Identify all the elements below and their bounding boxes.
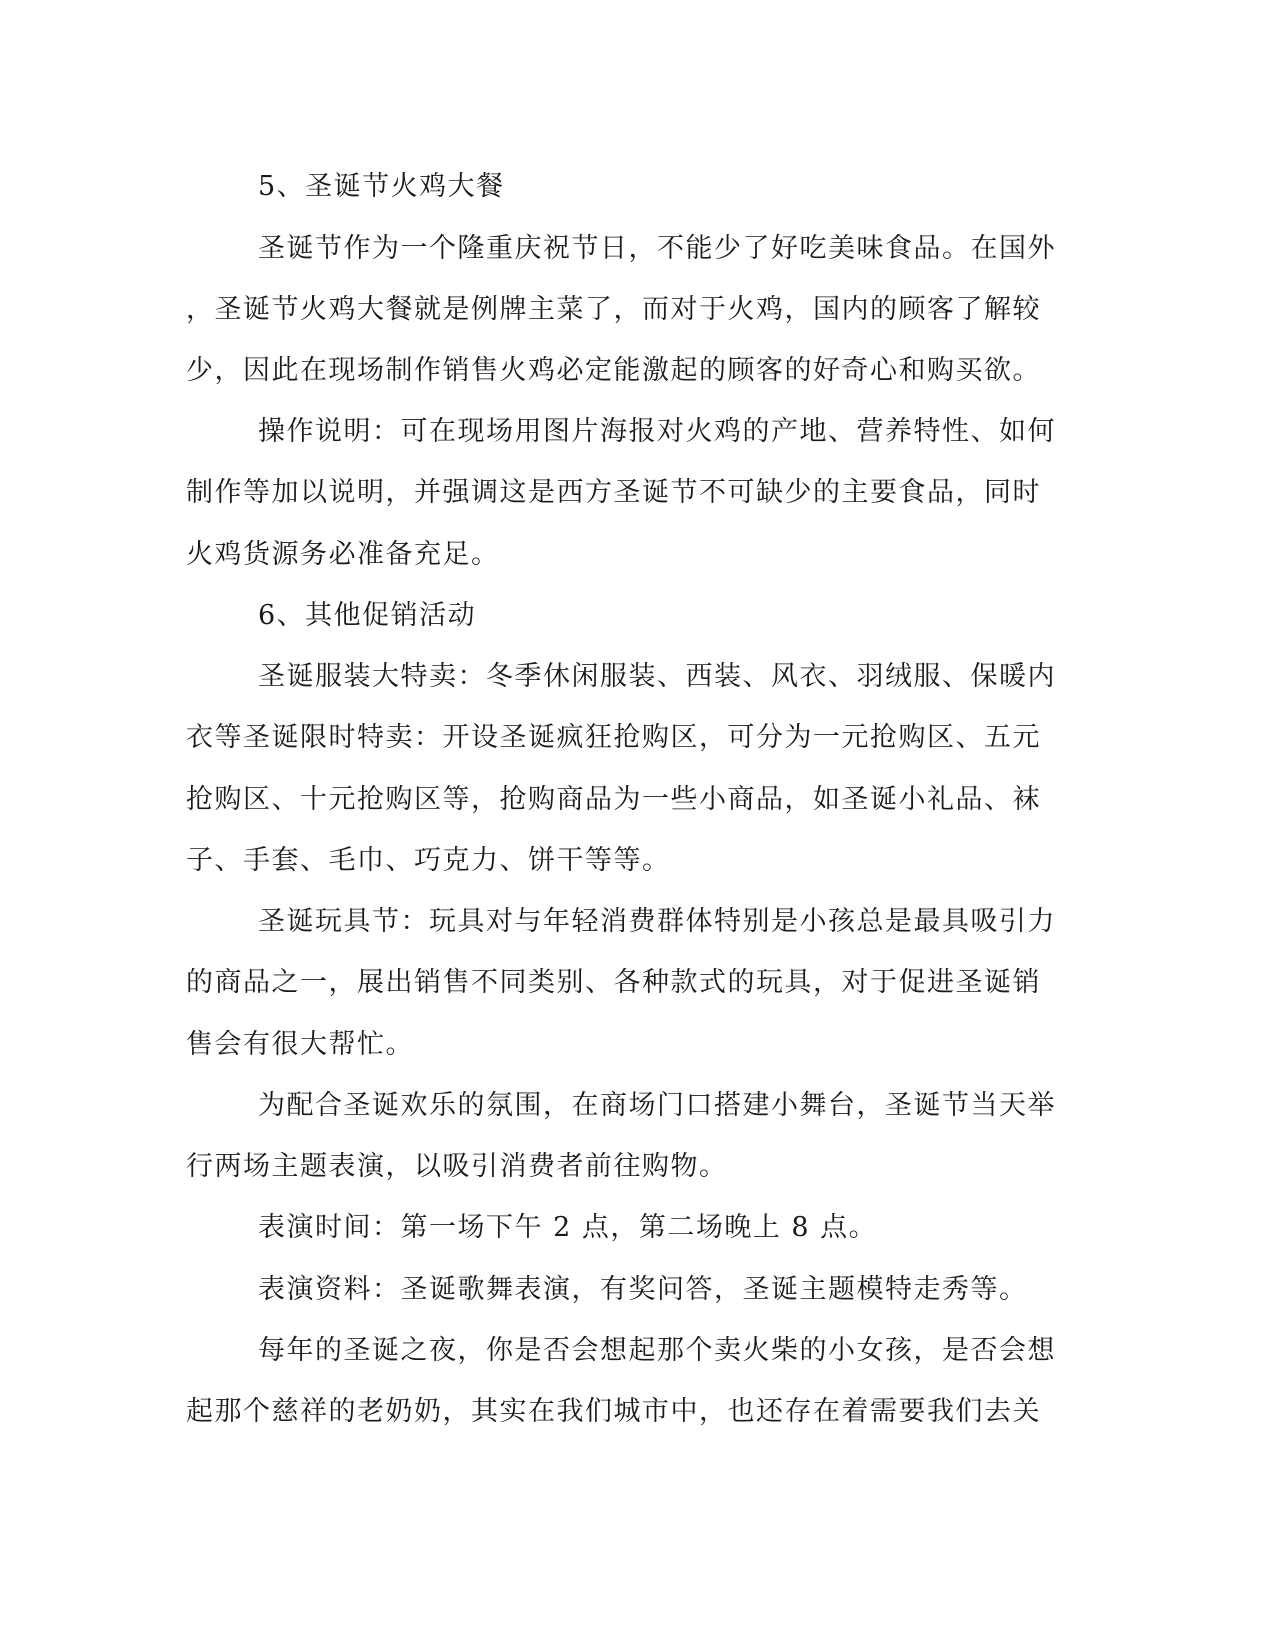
paragraph-line: 的商品之一，展出销售不同类别、各种款式的玩具，对于促进圣诞销 bbox=[186, 967, 1041, 998]
paragraph-line: 子、手套、毛巾、巧克力、饼干等等。 bbox=[186, 845, 671, 876]
paragraph-line: 少，因此在现场制作销售火鸡必定能激起的顾客的好奇心和购买欲。 bbox=[186, 355, 1041, 386]
paragraph-line: 行两场主题表演，以吸引消费者前往购物。 bbox=[186, 1151, 728, 1182]
paragraph-line: 抢购区、十元抢购区等，抢购商品为一些小商品，如圣诞小礼品、袜 bbox=[186, 784, 1041, 815]
section-heading-turkey-dinner: 5、圣诞节火鸡大餐 bbox=[258, 171, 505, 202]
paragraph-line: 表演资料：圣诞歌舞表演，有奖问答，圣诞主题模特走秀等。 bbox=[258, 1274, 1028, 1305]
paragraph-line: 衣等圣诞限时特卖：开设圣诞疯狂抢购区，可分为一元抢购区、五元 bbox=[186, 722, 1041, 753]
paragraph-line: 圣诞节作为一个隆重庆祝节日，不能少了好吃美味食品。在国外 bbox=[258, 233, 1056, 264]
paragraph-line: 表演时间：第一场下午 2 点，第二场晚上 8 点。 bbox=[258, 1212, 878, 1243]
paragraph-line: 制作等加以说明，并强调这是西方圣诞节不可缺少的主要食品，同时 bbox=[186, 477, 1041, 508]
paragraph-line: 每年的圣诞之夜，你是否会想起那个卖火柴的小女孩，是否会想 bbox=[258, 1335, 1056, 1366]
paragraph-line: 起那个慈祥的老奶奶，其实在我们城市中，也还存在着需要我们去关 bbox=[186, 1396, 1041, 1427]
paragraph-line: ，圣诞节火鸡大餐就是例牌主菜了，而对于火鸡，国内的顾客了解较 bbox=[186, 294, 1041, 325]
paragraph-line: 火鸡货源务必准备充足。 bbox=[186, 539, 500, 570]
paragraph-line: 为配合圣诞欢乐的氛围，在商场门口搭建小舞台，圣诞节当天举 bbox=[258, 1090, 1056, 1121]
paragraph-line: 操作说明：可在现场用图片海报对火鸡的产地、营养特性、如何 bbox=[258, 416, 1056, 447]
paragraph-line: 圣诞玩具节：玩具对与年轻消费群体特别是小孩总是最具吸引力 bbox=[258, 906, 1056, 937]
paragraph-line: 圣诞服装大特卖：冬季休闲服装、西装、风衣、羽绒服、保暖内 bbox=[258, 661, 1056, 692]
section-heading-other-promotions: 6、其他促销活动 bbox=[258, 600, 477, 631]
paragraph-line: 售会有很大帮忙。 bbox=[186, 1029, 414, 1060]
